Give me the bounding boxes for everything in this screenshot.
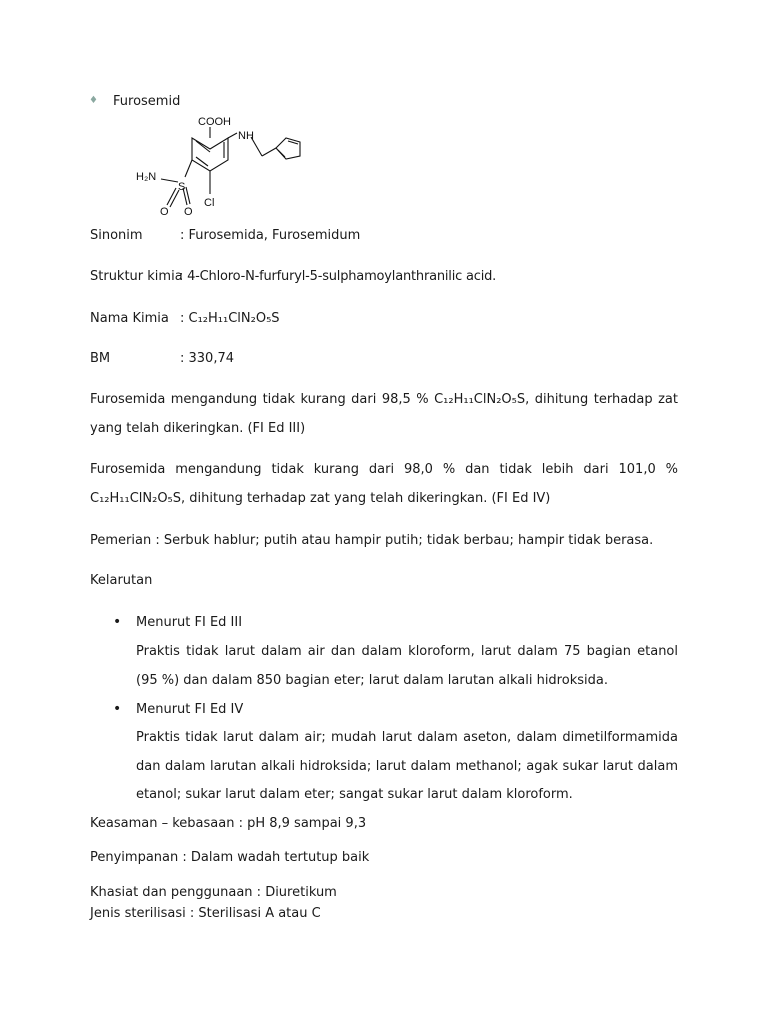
page-title: Furosemid (113, 94, 181, 109)
penyimpanan-text: Penyimpanan : Dalam wadah tertutup baik (90, 850, 370, 865)
chlorine-label: Cl (204, 197, 215, 209)
furosemide-structure-diagram (128, 114, 328, 224)
h2n-label: H₂N (136, 171, 157, 183)
pemerian-text: Pemerian : Serbuk hablur; putih atau hampir putih; tidak berbau; hampir tidak berasa. (90, 533, 654, 548)
amine-n-label: N (238, 130, 246, 142)
struktur-kimia-value: : 4-Chloro-N-furfuryl-5-sulphamoylanthranilic acid. (179, 269, 497, 284)
amine-h-label: H (246, 130, 254, 142)
paragraph-fi-ed-iv: Furosemida mengandung tidak kurang dari 98,0 % dan tidak lebih dari 101,0 % C₁₂H₁₁ClN₂O₅S, dihitung terhadap zat yang telah dikeringkan. (FI Ed IV) (90, 462, 678, 506)
nama-kimia-value: : C₁₂H₁₁ClN₂O₅S (180, 311, 280, 326)
khasiat-text: Khasiat dan penggunaan : Diuretikum (90, 885, 337, 900)
bm-label: BM (90, 351, 111, 366)
oxygen-label-2: O (184, 206, 193, 218)
struktur-kimia-label: Struktur kimia (90, 269, 183, 284)
bullet-dot-2: • (113, 701, 122, 717)
sterilisasi-text: Jenis sterilisasi : Sterilisasi A atau C (90, 906, 321, 921)
sulfur-label: S (178, 181, 186, 193)
sinonim-label: Sinonim (90, 228, 143, 243)
oxygen-label-1: O (160, 206, 169, 218)
bm-value: : 330,74 (180, 351, 234, 366)
bullet-text-fi-ed-iii: Praktis tidak larut dalam air dan dalam kloroform, larut dalam 75 bagian etanol (95 %) dan dalam 850 bagian eter; larut dalam larutan alkali hidroksida. (136, 644, 678, 688)
bullet-title-fi-ed-iii: Menurut FI Ed III (136, 615, 243, 630)
cooh-label: COOH (198, 116, 231, 128)
paragraph-fi-ed-iii: Furosemida mengandung tidak kurang dari 98,5 % C₁₂H₁₁ClN₂O₅S, dihitung terhadap zat yang telah dikeringkan. (FI Ed III) (90, 392, 678, 436)
sinonim-value: : Furosemida, Furosemidum (180, 228, 361, 243)
bullet-dot-1: • (113, 614, 122, 630)
kelarutan-heading: Kelarutan (90, 573, 153, 588)
bullet-text-fi-ed-iv: Praktis tidak larut dalam air; mudah larut dalam aseton, dalam dimetilformamida dan dalam larutan alkali hidroksida; larut dalam methanol; agak sukar larut dalam etanol; sukar larut dalam eter; sangat sukar larut dalam kloroform. (136, 730, 678, 802)
diamond-bullet-icon: ♦ (89, 95, 98, 106)
bullet-title-fi-ed-iv: Menurut FI Ed IV (136, 702, 244, 717)
keasaman-text: Keasaman – kebasaan : pH 8,9 sampai 9,3 (90, 816, 367, 831)
nama-kimia-label: Nama Kimia (90, 311, 169, 326)
